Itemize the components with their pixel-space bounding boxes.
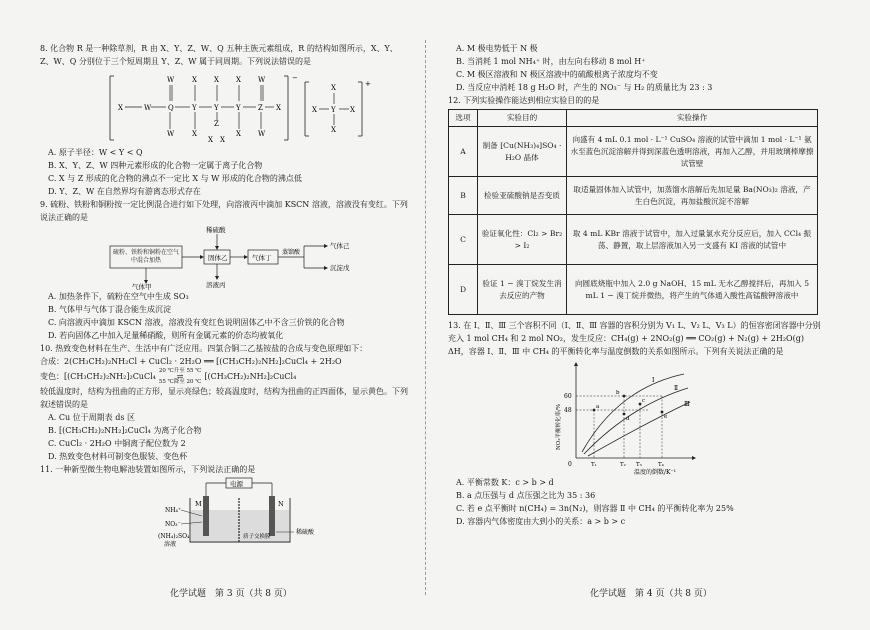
- chart-t4: T₄: [658, 462, 664, 468]
- q12-stem: 12. 下列实验操作能达到相应实验目的的是: [448, 96, 600, 105]
- left-solution-label: (NH₄)₂SO₄: [158, 533, 190, 540]
- atom-x-bot: X: [192, 130, 197, 138]
- curve-3-label: Ⅲ: [684, 401, 690, 408]
- curve-2: [584, 388, 688, 454]
- flow-out-gas: 气体己: [330, 242, 350, 250]
- q11-cell-svg: [40, 476, 408, 548]
- q12-table: [448, 109, 818, 315]
- point-a-label: a: [596, 404, 600, 410]
- q10-option-b: B. [(CH₃CH₂)₂NH₂]₂CuCl₄ 为离子化合物: [48, 426, 202, 435]
- flow-solution: 溶液丙: [206, 281, 226, 289]
- chart-t1: T₁: [591, 462, 597, 468]
- point-b: [623, 395, 626, 398]
- flow-box-start: 硫粉、铁粉和铜粉在空气中混合加热: [112, 249, 179, 264]
- q10-option-d: D. 热致变色材料可制变色服装、变色杯: [48, 452, 188, 461]
- right-column: [448, 42, 826, 528]
- q11-stem: 11. 一种新型微生物电解池装置如图所示，下列说法正确的是: [40, 465, 256, 474]
- atom-x-top3: X: [236, 76, 241, 84]
- q10-description: 较低温度时，结构为扭曲的正方形，显示亮绿色；较高温度时，结构为扭曲的正四面体，显示黄色。下列叙述错误的是: [40, 387, 408, 409]
- q8-option-d: D. Y、Z、W 在自然界均有游离态形式存在: [48, 187, 201, 196]
- q9-option-d: D. 若向固体乙中加入足量稀硝酸，则所有金属元素的价态均被氧化: [48, 331, 284, 340]
- atom-z-bot: Z: [214, 120, 219, 128]
- atom-x-bot5: X: [220, 136, 225, 144]
- atom-w-bot2: W: [258, 130, 266, 138]
- q12-row-d-option: D: [449, 265, 478, 315]
- flow-box-solid: 固体乙: [208, 254, 228, 262]
- flow-label-top: 稀硫酸: [206, 226, 226, 234]
- q11-option-a: A. M 极电势低于 N 极: [456, 44, 538, 53]
- atom-w-top: W: [167, 76, 175, 84]
- q12-header-goal: 实验目的: [478, 110, 567, 127]
- charge-minus: −: [292, 74, 298, 82]
- q8-stem: 8. 化合物 R 是一种除草剂，R 由 X、Y、Z、W、Q 五种主族元素组成，R 的结构如图所示，X、Y、Z、W、Q 分别位于三个短周期且 Y、Z、W 属于同周期。下列说法错误的是: [40, 44, 398, 66]
- q11-electrolysis-cell: [40, 476, 408, 548]
- q10-cond-bot: 55 ℃降至 20 ℃: [158, 379, 202, 385]
- curve-1-label: Ⅰ: [652, 377, 655, 384]
- flow-out-ppt: 沉淀戊: [330, 264, 350, 272]
- chart-t2: T₂: [620, 462, 626, 468]
- q10-equilibrium-arrow: 20 ℃升至 55 ℃ ⇌ 55 ℃降至 20 ℃: [158, 368, 202, 385]
- chart-origin: 0: [568, 461, 572, 468]
- atom-z: Z: [258, 104, 263, 112]
- point-c-label: c: [642, 398, 646, 404]
- q12-header-row: [449, 110, 818, 127]
- q12-row-b: [449, 177, 818, 215]
- footer-page-3: 化学试题 第 3 页（共 8 页）: [170, 589, 292, 599]
- q10-synthesis: 合成：2(CH₃CH₂)₂NH₂Cl + CuCl₂ · 2H₂O ══ [(CH₃CH₂)₂NH₂]₂CuCl₄ + 2H₂O: [40, 357, 342, 366]
- electrode-m: [203, 496, 209, 536]
- q12-row-c-operation: 取 4 mL KBr 溶液于试管中，加入过量氯水充分反应后，加入 CCl₄ 振荡、静置，取上层溶液加入另一支盛有 KI 溶液的试管中: [567, 215, 818, 265]
- atom-y2: Y: [214, 104, 219, 112]
- q13-option-b: B. a 点压强与 d 点压强之比为 35 : 36: [456, 491, 596, 500]
- q13-option-d: D. 容器内气体密度由大到小的关系：a > b > c: [456, 517, 626, 526]
- q12-row-c-option: C: [449, 215, 478, 265]
- atom-w-top2: W: [258, 76, 266, 84]
- q12-row-a-goal: 制备 [Cu(NH₃)₄]SO₄ · H₂O 晶体: [478, 127, 567, 177]
- curve-2-label: Ⅱ: [674, 385, 679, 392]
- q12-row-b-option: B: [449, 177, 478, 215]
- q9-option-c: C. 向溶液丙中滴加 KSCN 溶液，溶液没有变红色说明固体乙中不含三价铁的化合物: [48, 318, 345, 327]
- right-solution-label: 稀硫酸: [296, 529, 315, 536]
- curve-1: [582, 374, 684, 452]
- atom-w: W: [144, 104, 152, 112]
- q8-option-a: A. 原子半径：W < Y < Q: [48, 148, 143, 157]
- q13-stem: 13. 在 Ⅰ、Ⅱ、Ⅲ 三个容积不同（Ⅰ、Ⅱ、Ⅲ 容器的容积分别为 V₁ L、V₂ L、V₃ L）的恒容密闭容器中分别充入 1 mol CH₄ 和 2 mol NO₂，发生反应：CH₄(g) + 2NO₂(g) ══ CO₂(g) + N₂(g) + 2H₂O(g) ΔH，容器 Ⅰ、Ⅱ、Ⅲ 中 CH₄ 的平衡转化率与温度倒数的关系如图所示。下列有关说法正确的是: [448, 321, 821, 356]
- q13-chart-svg: [448, 358, 826, 476]
- q10-reactant: 变色：[(CH₃CH₂)₂NH₂]₂CuCl₄: [40, 372, 156, 381]
- q8-structure: [40, 68, 408, 146]
- q11-option-b: B. 当消耗 1 mol NH₄⁺ 时，由左向右移动 8 mol H⁺: [456, 57, 646, 66]
- chart-y48: 48: [564, 407, 572, 414]
- q12-row-d-operation: 向圆底烧瓶中加入 2.0 g NaOH、15 mL 无水乙醇搅拌后，再加入 5 mL 1 − 溴丁烷并微热，将产生的气体通入酸性高锰酸钾溶液中: [567, 265, 818, 315]
- q8-option-c: C. X 与 Z 形成的化合物的沸点不一定比 X 与 W 形成的化合物的沸点低: [48, 174, 302, 183]
- atom-x2: X: [276, 104, 281, 112]
- q12-header-operation: 实验操作: [567, 110, 818, 127]
- cation-x-top: X: [331, 84, 336, 92]
- q10-option-a: A. Cu 位于周期表 ds 区: [48, 413, 135, 422]
- chart-y60: 60: [564, 393, 572, 400]
- q11-option-c: C. M 极区溶液和 N 极区溶液中的硫酸根离子浓度均不变: [456, 70, 658, 79]
- electrode-m-label: M: [195, 500, 202, 508]
- cation-x-bot: X: [331, 126, 336, 134]
- point-b-label: b: [616, 390, 620, 396]
- q12-row-a-operation: 向盛有 4 mL 0.1 mol · L⁻¹ CuSO₄ 溶液的试管中滴加 1 mol · L⁻¹ 氨水至蓝色沉淀溶解并得到深蓝色透明溶液，再加入乙醇，并用玻璃棒摩擦试管壁: [567, 127, 818, 177]
- q12-row-a: [449, 127, 818, 177]
- q10-product: [(CH₃CH₂)₂NH₂]₂CuCl₄: [204, 372, 297, 381]
- electrode-n: [269, 496, 275, 536]
- q9-stem: 9. 硫粉、铁粉和铜粉按一定比例混合进行如下处理，向溶液丙中滴加 KSCN 溶液，溶液没有变红。下列说法正确的是: [40, 200, 408, 222]
- q12-row-b-operation: 取适量固体加入试管中，加蒸馏水溶解后先加足量 Ba(NO₃)₂ 溶液，产生白色沉淀，再加盐酸沉淀不溶解: [567, 177, 818, 215]
- chart-t3: T₃: [636, 462, 642, 468]
- point-d-label: d: [626, 416, 630, 422]
- flow-label-reagent: 蒸馏酸: [282, 249, 301, 256]
- point-e-label: e: [664, 414, 668, 420]
- q12-row-d: [449, 265, 818, 315]
- q10-line1: 10. 热致变色材料在生产、生活中有广泛应用。四氯合铜二乙基铵盐的合成与变色原理如下：: [40, 344, 368, 353]
- q12-row-c: [449, 215, 818, 265]
- q8-option-b: B. X、Y、Z、W 四种元素形成的化合物一定属于离子化合物: [48, 161, 263, 170]
- point-e: [661, 411, 664, 414]
- q9-flowchart-svg: [40, 224, 408, 290]
- power-source-label: 电源: [230, 480, 243, 488]
- cation-x-left: X: [312, 106, 317, 114]
- charge-plus: +: [365, 80, 371, 88]
- membrane-label: 质子交换膜: [243, 534, 271, 540]
- q10-option-c: C. CuCl₂ · 2H₂O 中铜离子配位数为 2: [48, 439, 186, 448]
- ion-nh4: NH₄⁺: [165, 507, 182, 514]
- atom-x-bot4: X: [208, 136, 213, 144]
- atom-x-top2: X: [214, 76, 219, 84]
- q12-row-a-option: A: [449, 127, 478, 177]
- atom-y3: Y: [236, 104, 241, 112]
- q9-option-a: A. 加热条件下，硫粉在空气中生成 SO₃: [48, 292, 189, 301]
- q12-row-b-goal: 检验亚硫酸钠是否变质: [478, 177, 567, 215]
- chart-xlabel: 温度的倒数/K⁻¹: [634, 469, 677, 476]
- left-solution-label2: 溶液: [164, 541, 177, 548]
- q12-row-c-goal: 验证氧化性：Cl₂ > Br₂ > I₂: [478, 215, 567, 265]
- footer-page-4: 化学试题 第 4 页（共 8 页）: [590, 589, 712, 599]
- flow-gas-a: 气体甲: [132, 283, 152, 290]
- q8-structure-svg: [100, 68, 460, 146]
- q12-header-option: 选项: [449, 110, 478, 127]
- chart-ylabel: NO₂平衡转化率/%: [556, 403, 562, 450]
- atom-x-bot3: X: [236, 130, 241, 138]
- q13-option-c: C. 若 e 点平衡时 n(CH₄) = 3n(N₂)，则容器 Ⅱ 中 CH₄ 的平衡转化率为 25%: [456, 504, 734, 513]
- point-d: [623, 413, 626, 416]
- atom-w-bot: W: [167, 130, 175, 138]
- atom-x: X: [118, 104, 123, 112]
- q10-cond-top: 20 ℃升至 55 ℃: [158, 368, 202, 374]
- point-a: [593, 409, 596, 412]
- point-c: [639, 403, 642, 406]
- q12-row-d-goal: 验证 1 − 溴丁烷发生消去反应的产物: [478, 265, 567, 315]
- cation-y: Y: [331, 106, 336, 114]
- electrode-n-label: N: [278, 500, 284, 508]
- ion-no3: NO₃⁻: [165, 521, 181, 528]
- q9-option-b: B. 气体甲与气体丁混合能生成沉淀: [48, 305, 171, 314]
- left-column: [40, 42, 408, 548]
- q13-chart: [448, 358, 826, 476]
- cation-x-right: X: [350, 106, 355, 114]
- atom-y1: Y: [192, 104, 197, 112]
- q13-option-a: A. 平衡常数 K：c > b > d: [456, 478, 554, 487]
- atom-q: Q: [168, 104, 174, 112]
- q10-color-change: [40, 368, 408, 385]
- flow-box-gas: 气体丁: [252, 254, 272, 262]
- q9-flowchart: [40, 224, 408, 290]
- atom-x-top: X: [192, 76, 197, 84]
- q11-option-d: D. 当反应中消耗 18 g H₂O 时，产生的 NO₃⁻ 与 H₂ 的质量比为 23 : 3: [456, 83, 713, 92]
